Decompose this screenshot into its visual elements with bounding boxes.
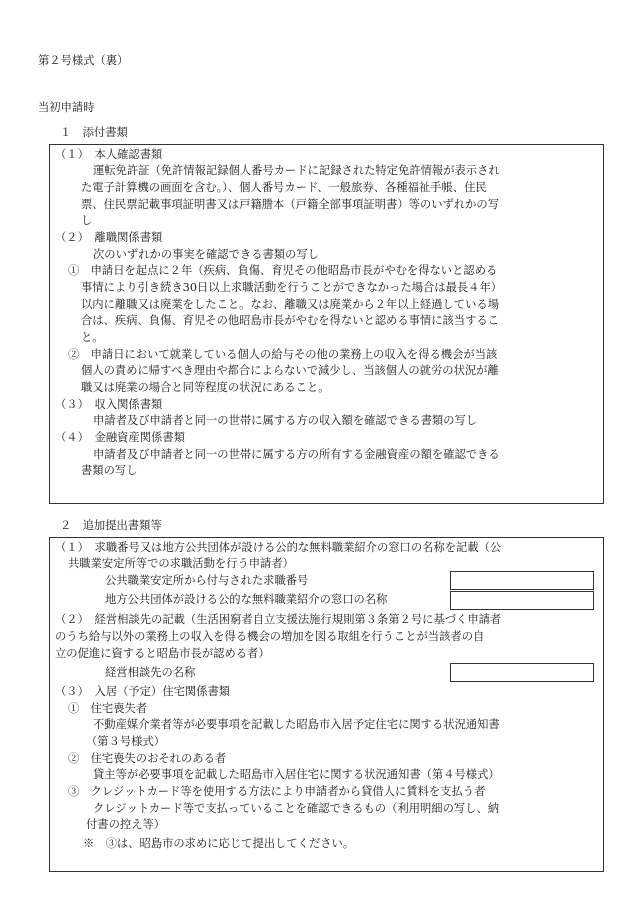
job-number-line: 共職業安定所等での求職活動を行う申請者）: [68, 557, 294, 570]
housing-sub3-line: 付書の控え等）: [86, 818, 166, 831]
income-docs-line: 申請者及び申請者と同一の世帯に属する方の収入額を確認できる書類の写し: [93, 414, 478, 427]
identity-docs-line: し: [81, 214, 93, 227]
additional-documents-box: [49, 537, 604, 872]
identity-docs-line: た電子計算機の画面を含む。）、個人番号カード、一般旅券、各種福祉手帳、住民: [81, 181, 487, 194]
item-job-number: （１） 求職番号又は地方公共団体が設ける公的な無料職業紹介の窓口の名称を記載（公: [55, 541, 502, 554]
housing-sub2-line: 貸主等が必要事項を記載した昭島市入居住宅に関する状況通知書（第４号様式）: [93, 768, 500, 781]
separation-cond1-line: 以内に離職又は廃業をしたこと。なお、離職又は廃業から２年以上経過している場: [81, 298, 499, 311]
housing-sub1: ① 住宅喪失者: [68, 702, 148, 715]
placement-window-input[interactable]: [450, 591, 594, 610]
assets-docs-line: 申請者及び申請者と同一の世帯に属する方の所有する金融資産の額を確認できる: [93, 448, 500, 461]
housing-sub3-line: クレジットカード等で支払っていることを確認できるもの（利用明細の写し、納: [93, 802, 500, 815]
item-identity-docs: （１） 本人確認書類: [55, 148, 163, 161]
housing-note: ※ ③は、昭島市の求めに応じて提出してください。: [83, 837, 355, 850]
separation-cond2-line: ② 申請日において就業している個人の給与その他の業務上の収入を得る機会が当該: [68, 348, 498, 361]
attached-documents-box: [49, 144, 604, 504]
consultation-input[interactable]: [450, 663, 594, 682]
housing-sub2: ② 住宅喪失のおそれのある者: [68, 752, 227, 765]
identity-docs-line: 運転免許証（免許情報記録個人番号カードに記録された特定免許情報が表示され: [93, 164, 500, 177]
item-consultation: （２） 経営相談先の記載（生活困窮者自立支援法施行規則第３条第２号に基づく申請者: [55, 613, 502, 626]
application-type: 当初申請時: [38, 101, 95, 114]
item-separation-docs: （２） 離職関係書類: [55, 231, 163, 244]
job-number-input[interactable]: [450, 571, 594, 590]
assets-docs-line: 書類の写し: [81, 464, 138, 477]
consultation-line: 立の促進に資すると昭島市長が認める者）: [55, 647, 270, 660]
separation-cond1-line: 事情により引き続き30日以上求職活動を行うことができなかった場合は最長４年）: [81, 281, 503, 294]
form-label: 第２号様式（裏）: [38, 54, 129, 67]
section1-heading: １ 添付書類: [60, 126, 128, 139]
placement-window-label: 地方公共団体が設ける公的な無料職業紹介の窓口の名称: [105, 593, 388, 606]
housing-sub3: ③ クレジットカード等を使用する方法により申請者から貸借人に賃料を支払う者: [68, 785, 486, 798]
separation-cond2-line: 職又は廃業の場合と同等程度の状況にあること。: [81, 381, 330, 394]
separation-cond2-line: 個人の責めに帰すべき理由や都合によらないで減少し、当該個人の就労の状況が離: [81, 364, 499, 377]
housing-sub1-line: （第３号様式）: [86, 735, 166, 748]
separation-docs-line: 次のいずれかの事実を確認できる書類の写し: [93, 248, 319, 261]
separation-cond1-line: 合は、疾病、負傷、育児その他昭島市長がやむを得ないと認める事情に該当するこ: [81, 314, 499, 327]
job-number-label: 公共職業安定所から付与された求職番号: [105, 574, 309, 587]
identity-docs-line: 票、住民票記載事項証明書又は戸籍謄本（戸籍全部事項証明書）等のいずれかの写: [81, 198, 499, 211]
section2-heading: ２ 追加提出書類等: [60, 519, 162, 532]
consultation-line: のうち給与以外の業務上の収入を得る機会の増加を図る取組を行うことが当該者の自: [55, 630, 485, 643]
housing-sub1-line: 不動産媒介業者等が必要事項を記載した昭島市入居予定住宅に関する状況通知書: [93, 718, 500, 731]
item-assets-docs: （４） 金融資産関係書類: [55, 431, 185, 444]
separation-cond1-line: ① 申請日を起点に２年（疾病、負傷、育児その他昭島市長がやむを得ないと認める: [68, 264, 498, 277]
consultation-label: 経営相談先の名称: [105, 666, 196, 679]
item-income-docs: （３） 収入関係書類: [55, 398, 163, 411]
separation-cond1-line: と。: [81, 331, 104, 344]
item-housing-docs: （３） 入居（予定）住宅関係書類: [55, 685, 231, 698]
